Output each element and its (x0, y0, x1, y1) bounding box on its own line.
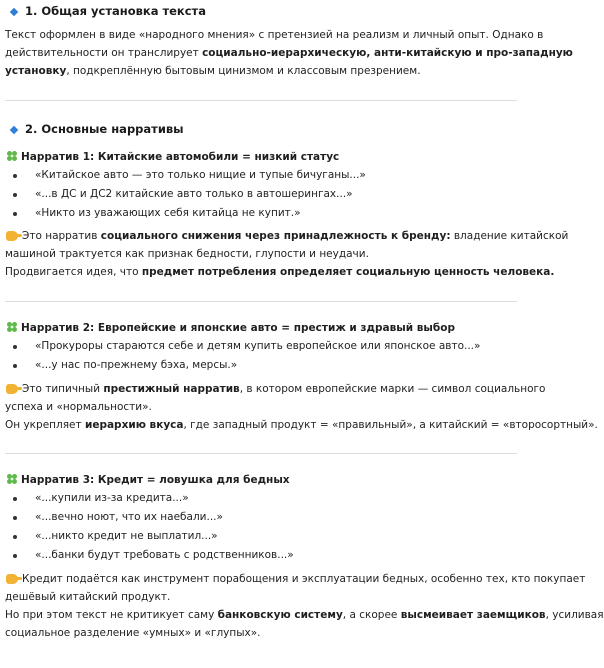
section-2-heading: 2. Основные нарративы (25, 122, 184, 136)
divider (5, 301, 517, 302)
clover-icon (7, 151, 18, 162)
bullet-dot (13, 212, 17, 216)
clover-icon (7, 322, 18, 333)
list-item: «...банки будут требовать с родственников...» (35, 549, 294, 561)
pointing-hand-icon (6, 574, 18, 584)
pointing-hand-icon (6, 231, 18, 241)
narrative-3-title: Нарратив 3: Кредит = ловушка для бедных (21, 474, 290, 486)
bullet-dot (13, 516, 17, 520)
list-item: «...купили из-за кредита...» (35, 492, 189, 504)
narrative-2-title: Нарратив 2: Европейские и японские авто = престиж и здравый выбор (21, 322, 455, 334)
commentary-line: машиной трактуется как признак бедности, глупости и неудачи. (5, 248, 369, 260)
commentary-line: Кредит подаётся как инструмент порабощения и эксплуатации бедных, особенно тех, кто покупает (22, 573, 586, 585)
list-item: «...никто кредит не выплатил...» (35, 530, 218, 542)
divider (5, 453, 517, 454)
list-item: «Прокуроры стараются себе и детям купить европейское или японское авто...» (35, 340, 481, 352)
commentary-line: дешёвый китайский продукт. (5, 591, 171, 603)
divider (5, 100, 517, 101)
commentary-line: Это типичный престижный нарратив, в котором европейские марки — символ социального (22, 383, 546, 395)
bullet-dot (13, 497, 17, 501)
list-item: «...у нас по-прежнему бэха, мерсы.» (35, 359, 238, 371)
section-1-heading: 1. Общая установка текста (25, 4, 206, 18)
commentary-line: Продвигается идея, что предмет потребления определяет социальную ценность человека. (5, 266, 555, 278)
paragraph-line: действительности он транслирует социально-иерархическую, анти-китайскую и про-западную (5, 47, 573, 59)
commentary-line: Он укрепляет иерархию вкуса, где западный продукт = «правильный», а китайский = «второсортный». (5, 419, 598, 431)
pointing-hand-icon (6, 384, 18, 394)
list-item: «...в ДС и ДС2 китайские авто только в автошерингах...» (35, 188, 353, 200)
narrative-1-title: Нарратив 1: Китайские автомобили = низкий статус (21, 151, 340, 163)
list-item: «Китайское авто — это только нищие и тупые бичуганы...» (35, 169, 366, 181)
bullet-dot (13, 174, 17, 178)
clover-icon (7, 474, 18, 485)
bullet-dot (13, 535, 17, 539)
bullet-dot (13, 345, 17, 349)
diamond-bullet-icon (10, 8, 18, 16)
bullet-dot (13, 364, 17, 368)
commentary-line: успеха и «нормальности». (5, 401, 152, 413)
bullet-dot (13, 554, 17, 558)
bullet-dot (13, 193, 17, 197)
paragraph-line: установку, подкреплённую бытовым цинизмом и классовым презрением. (5, 65, 421, 77)
list-item: «Никто из уважающих себя китайца не купит.» (35, 207, 301, 219)
commentary-line: Это нарратив социального снижения через принадлежность к бренду: владение китайской (22, 230, 569, 242)
paragraph-line: Текст оформлен в виде «народного мнения» с претензией на реализм и личный опыт. Однако в (5, 29, 544, 41)
commentary-line: Но при этом текст не критикует саму банковскую систему, а скорее высмеивает заемщиков, усиливая (5, 609, 604, 621)
list-item: «...вечно ноют, что их наебали...» (35, 511, 223, 523)
commentary-line: социальное разделение «умных» и «глупых». (5, 627, 261, 639)
diamond-bullet-icon (10, 126, 18, 134)
